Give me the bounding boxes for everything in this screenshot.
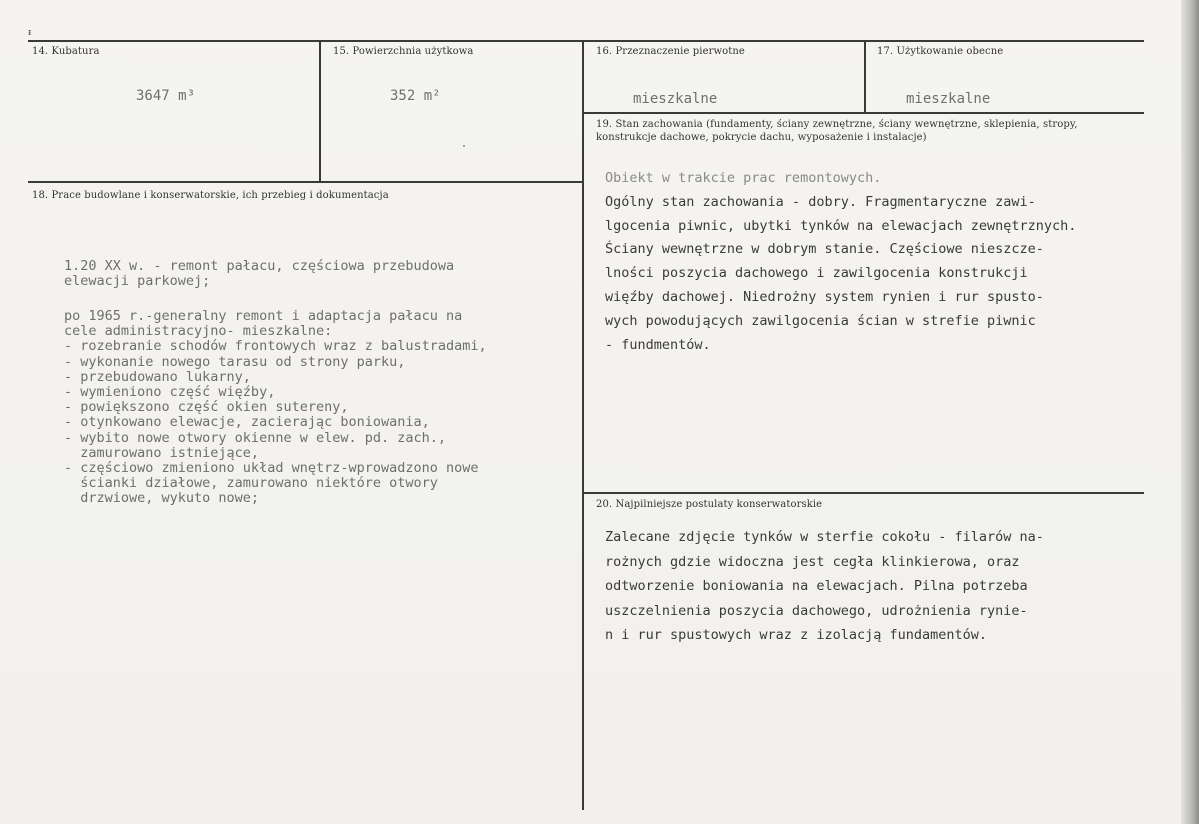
text-line: elewacji parkowej; [64,273,211,289]
field-14-label: 14. Kubatura [32,46,100,57]
divider-main [582,40,584,810]
divider-16-17 [864,40,866,113]
text-line: Ściany wewnętrzne w dobrym stanie. Częściowe nieszcze- [605,241,1044,258]
text-line: cele administracyjno- mieszkalne: [64,323,333,340]
field-18-label: 18. Prace budowlane i konserwatorskie, ich przebieg i dokumentacja [32,190,389,201]
ink-dot [463,145,465,147]
text-line: - wymieniono część więźby, [64,384,276,400]
field-17-value: mieszkalne [906,91,991,107]
text-line: drzwiowe, wykuto nowe; [64,490,260,507]
field-16-label: 16. Przeznaczenie pierwotne [596,46,745,57]
field-17-label: 17. Użytkowanie obecne [877,46,1004,57]
field-16-value: mieszkalne [633,91,718,107]
text-line: - wykonanie nowego tarasu od strony parku, [64,353,406,370]
text-line: uszczelnienia poszycia dachowego, udrożnienia rynie- [605,602,1028,619]
text-line: więźby dachowej. Niedrożny system rynien i rur spusto- [605,289,1044,305]
field-20-label: 20. Najpilniejsze postulaty konserwatorskie [596,499,823,510]
rule-under-14-15 [28,181,583,183]
text-line: po 1965 r.-generalny remont i adaptacja pałacu na [64,308,463,324]
text-line: n i rur spustowych wraz z izolacją fundamentów. [605,627,988,643]
top-rule [28,40,1144,42]
text-line: 1.20 XX w. - remont pałacu, częściowa przebudowa [64,258,455,274]
text-line: - otynkowano elewacje, zacierając boniowania, [64,414,430,431]
page-edge-shadow [1181,0,1199,824]
field-15-value: 352 m² [390,88,441,104]
text-line: - przebudowano lukarny, [64,368,251,385]
field-15-label: 15. Powierzchnia użytkowa [333,46,474,57]
text-line: Ogólny stan zachowania - dobry. Fragmentaryczne zawi- [605,193,1036,210]
text-line: - rozebranie schodów frontowych wraz z balustradami, [64,338,487,355]
text-line: ścianki działowe, zamurowano niektóre otwory [64,475,438,492]
text-line: lności poszycia dachowego i zawilgocenia konstrukcji [605,265,1028,282]
text-line: - powiększono część okien sutereny, [64,399,349,416]
text-line: Obiekt w trakcie prac remontowych. [605,170,882,186]
text-line: odtworzenie boniowania na elewacjach. Pilna potrzeba [605,578,1028,594]
text-line: Zalecane zdjęcie tynków w sterfie cokołu - filarów na- [605,529,1044,545]
field-19-label: 19. Stan zachowania (fundamenty, ściany zewnętrzne, ściany wewnętrzne, sklepienia, stropy, konstrukcje dachowe, pokrycie dachu, wyposażenie i instalacje) [596,119,1078,143]
divider-14-15 [319,40,321,181]
text-line: - częściowo zmieniono układ wnętrz-wprowadzono nowe [64,460,479,476]
text-line: rożnych gdzie widoczna jest cegła klinkierowa, oraz [605,553,1020,570]
corner-mark: ᵻ [28,28,32,38]
rule-above-20 [582,492,1144,494]
text-line: - wybito nowe otwory okienne w elew. pd. zach., [64,429,447,446]
text-line: - fundmentów. [605,336,711,353]
text-line: lgocenia piwnic, ubytki tynków na elewacjach zewnętrznych. [605,217,1077,234]
text-line: wych powodujących zawilgocenia ścian w strefie piwnic [605,312,1036,329]
rule-under-16-17 [582,112,1144,114]
text-line: zamurowano istniejące, [64,444,260,461]
field-14-value: 3647 m³ [136,88,196,104]
